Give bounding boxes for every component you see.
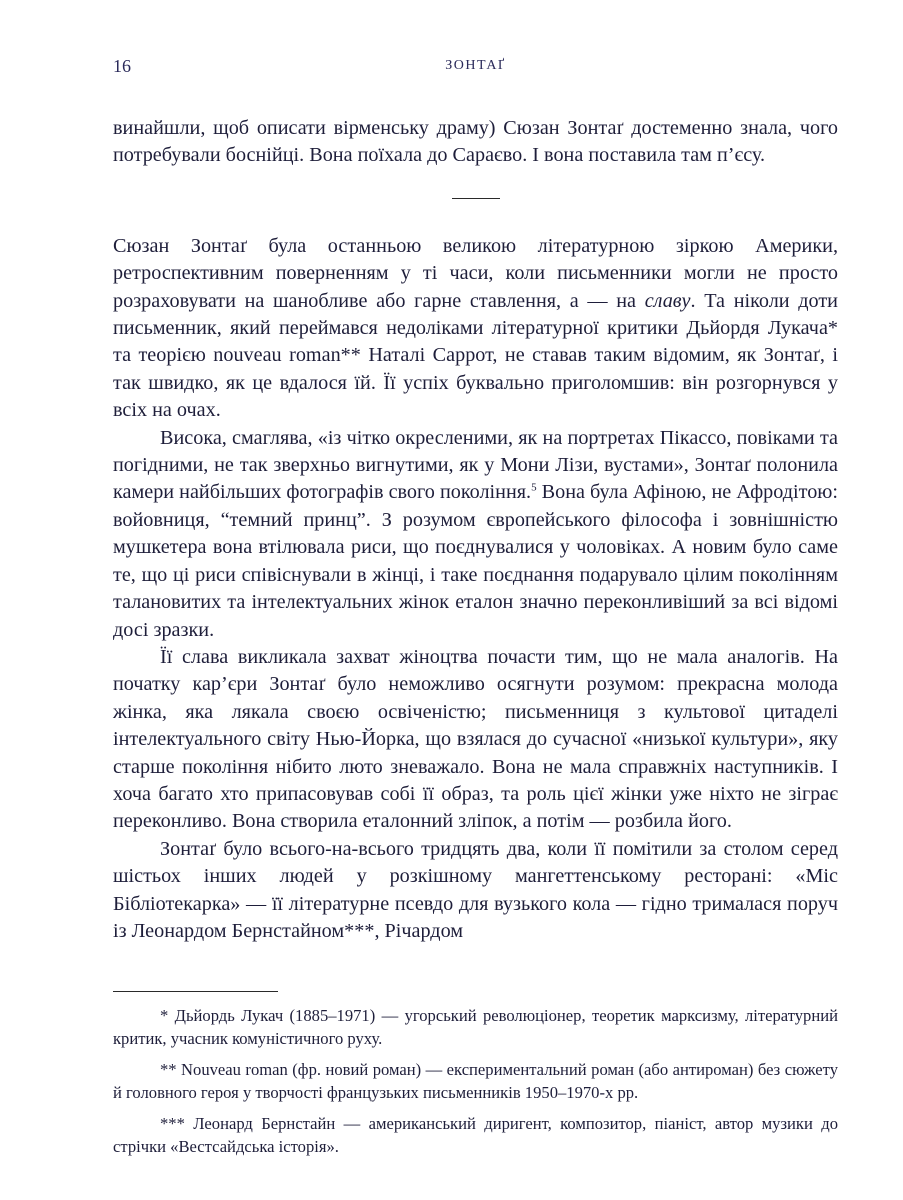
paragraph-text: . Та ніколи доти письменник, який переймався недоліками літературної критики Дьйордя Лукача* та теорією nouveau roman** Наталі Саррот, не ставав таким відомим, як Зонтаґ, і так швидко, як це вдалося їй. Її успіх буквально приголомшив: він розгорнувся у всіх на очах. (113, 289, 838, 422)
paragraph: Зонтаґ було всього-на-всього тридцять два, коли її помітили за столом серед шістьох інших людей у розкішному мангеттенському ресторані: «Міс Бібліотекарка» — її літературне псевдо для вузького кола — гідно трималася поруч із Леонардом Бернстайном***, Річардом (113, 837, 838, 942)
section-break (452, 198, 500, 199)
paragraph: винайшли, щоб описати вірменську драму) Сюзан Зонтаґ достеменно знала, чого потребували боснійці. Вона поїхала до Сараєво. І вона поставила там п’єсу. (113, 117, 838, 167)
paragraph-text: Висока, смаглява, «із чітко окресленими, як на портретах Пікассо, повіками та погідними, не так зверхньо вигнутими, як у Мони Лізи, вустами», Зонтаґ полонила камери найбільших фотографів свого покоління. (113, 426, 838, 504)
paragraph (113, 233, 838, 425)
page-number: 16 (113, 56, 131, 76)
paragraph: Її слава викликала захват жіноцтва почасти тим, що не мала аналогів. На початку кар’єри Зонтаґ було неможливо осягнути розумом: прекрасна молода жінка, яка лякала своєю освіченістю; письменниця з культової цитаделі інтелектуального світу Нью-Йорка, що взялася до сучасної «низької культури», яку старше покоління нібито люто зневажало. Вона не мала справжніх наступників. І хоча багато хто припасовував собі її образ, та роль цієї жінки уже ніхто не зіграє переконливо. Вона створила еталонний зліпок, а потім — розбила його. (113, 645, 838, 833)
page-header (113, 56, 838, 80)
paragraph-text: Сюзан Зонтаґ була останньою великою літературною зіркою Америки, ретроспективним поверненням у ті часи, коли письменники могли не просто розраховувати на шанобливе або гарне ставлення, а — на (113, 234, 838, 312)
paragraph (113, 425, 838, 644)
paragraph-text: Вона була Афіною, не Афродітою: войовниця, “темний принц”. З розумом європейського філософа і зовнішністю мушкетера вона втілювала риси, що поєднувалися у чоловіках. А новим було саме те, що ці риси співіснували в жінці, і таке поєднання подарувало цілим поколінням талановитих та інтелектуальних жінок еталон значно переконливіший за всі відомі досі зразки. (113, 481, 838, 641)
endnote-marker: 5 (531, 481, 537, 494)
footnote: * Дьйордь Лукач (1885–1971) — угорський революціонер, теоретик марксизму, літературний критик, учасник комуністичного руху. (113, 1006, 838, 1048)
footnotes (113, 1005, 838, 1167)
footnote: *** Леонард Бернстайн — американський диригент, композитор, піаніст, автор музики до стрічки «Вестсайдська історія». (113, 1114, 838, 1156)
footnote: ** Nouveau roman (фр. новий роман) — експериментальний роман (або антироман) без сюжету й головного героя у творчості французьких письменників 1950–1970-х рр. (113, 1060, 838, 1102)
emphasis: славу (644, 289, 691, 312)
footnote-divider (113, 991, 278, 992)
body-text (113, 115, 838, 945)
running-head: ЗОНТАҐ (445, 58, 506, 73)
